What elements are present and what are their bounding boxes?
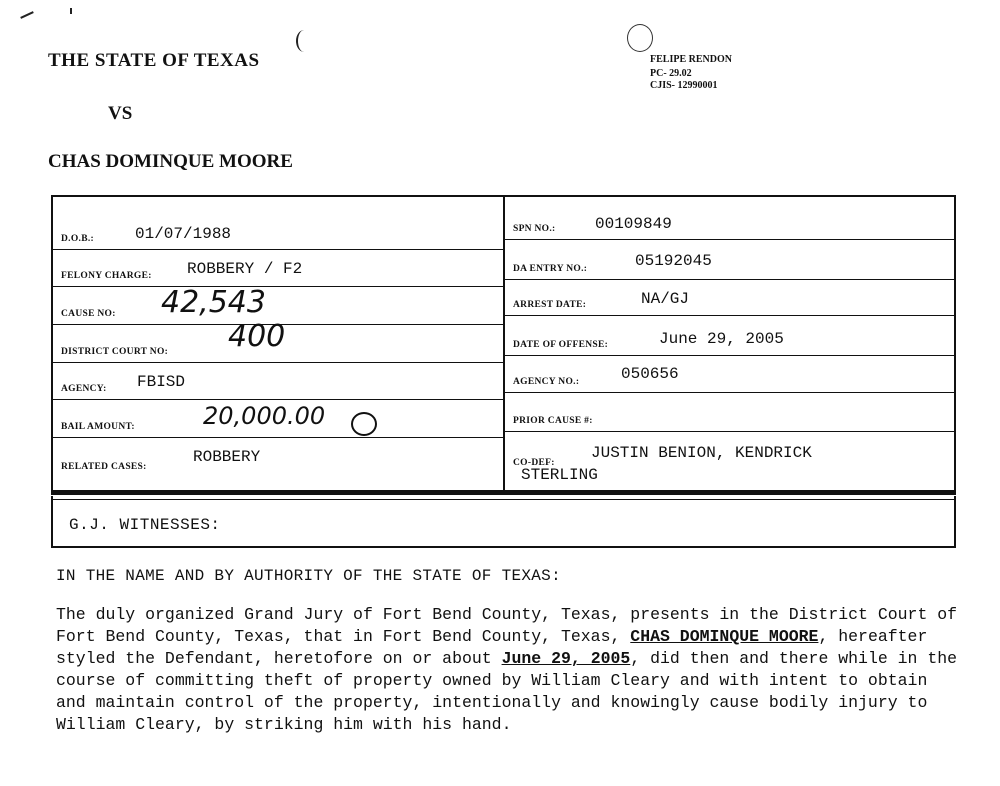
prosecutor-name: FELIPE RENDON: [650, 54, 732, 65]
case-caption-defendant: CHAS DOMINQUE MOORE: [48, 151, 293, 172]
co-def-label: CO-DEF:: [513, 458, 555, 468]
prior-cause-cell: [505, 393, 954, 432]
district-court-value: 400: [228, 319, 286, 354]
initials-mark: [351, 412, 377, 436]
case-info-grid: [51, 195, 956, 495]
agency-no-cell: [505, 356, 954, 393]
felony-charge-cell: [53, 250, 504, 287]
defendant-name-underlined: CHAS DOMINQUE MOORE: [630, 627, 819, 646]
body-part1: The duly organized Grand Jury of Fort Bend County, Texas, presents in the District Court of Fort Bend County, Texas, that in Fort Bend County, Texas,: [56, 605, 958, 646]
dob-label: D.O.B.:: [61, 234, 94, 244]
co-def-value-line2: STERLING: [521, 466, 598, 484]
district-court-label: DISTRICT COURT NO:: [61, 347, 169, 357]
da-entry-label: DA ENTRY NO.:: [513, 264, 588, 274]
witnesses-label: G.J. WITNESSES:: [69, 516, 221, 534]
dob-value: 01/07/1988: [135, 225, 232, 243]
related-cases-label: RELATED CASES:: [61, 462, 147, 472]
agency-label: AGENCY:: [61, 384, 107, 394]
spn-value: 00109849: [595, 215, 672, 233]
bail-amount-cell: [53, 400, 504, 438]
bail-amount-value: 20,000.00: [203, 402, 326, 430]
da-entry-cell: [505, 240, 954, 280]
penal-code: PC- 29.02: [650, 68, 692, 79]
cause-no-value: 42,543: [161, 285, 266, 320]
arrest-date-cell: [505, 280, 954, 316]
agency-no-value: 050656: [621, 365, 679, 383]
agency-cell: [53, 363, 504, 400]
cause-no-label: CAUSE NO:: [61, 309, 116, 319]
indictment-paragraph: [56, 604, 966, 736]
felony-charge-value: ROBBERY / F2: [187, 260, 303, 278]
date-of-offense-value: June 29, 2005: [659, 330, 784, 348]
agency-no-label: AGENCY NO.:: [513, 377, 580, 387]
spn-label: SPN NO.:: [513, 224, 556, 234]
arrest-date-value: NA/GJ: [641, 290, 690, 308]
case-caption-vs: VS: [108, 103, 133, 124]
witnesses-box: [51, 496, 956, 548]
bail-amount-label: BAIL AMOUNT:: [61, 422, 135, 432]
arrest-date-label: ARREST DATE:: [513, 300, 587, 310]
related-cases-cell: [53, 438, 504, 490]
stray-mark: [70, 8, 72, 14]
pen-mark: [296, 30, 312, 52]
case-caption-state: THE STATE OF TEXAS: [48, 50, 260, 71]
da-entry-value: 05192045: [635, 252, 712, 270]
cjis-code: CJIS- 12990001: [650, 80, 718, 91]
district-court-cell: [53, 319, 504, 363]
seal-circle-mark: [627, 24, 653, 52]
felony-charge-label: FELONY CHARGE:: [61, 271, 152, 281]
dob-cell: [53, 197, 504, 250]
co-def-value-line1: JUSTIN BENION, KENDRICK: [591, 444, 812, 462]
date-of-offense-cell: [505, 316, 954, 356]
body-part3: , did then and there while in the course of committing theft of property owned by William Cleary and with intent to obtain and maintain control of the property, intentionally and knowingly cause bodily injury to William Cleary, by striking him with his hand.: [56, 649, 958, 734]
related-cases-value: ROBBERY: [193, 448, 261, 466]
spn-cell: [505, 197, 954, 240]
co-def-cell: [505, 432, 954, 490]
authority-heading: IN THE NAME AND BY AUTHORITY OF THE STATE OF TEXAS:: [56, 567, 561, 585]
prior-cause-label: PRIOR CAUSE #:: [513, 416, 593, 426]
offense-date-underlined: June 29, 2005: [501, 649, 631, 668]
date-of-offense-label: DATE OF OFFENSE:: [513, 340, 609, 350]
body-part2: , hereafter styled the Defendant, heretofore on or about: [56, 627, 928, 668]
stray-mark: [20, 11, 34, 19]
agency-value: FBISD: [137, 373, 186, 391]
